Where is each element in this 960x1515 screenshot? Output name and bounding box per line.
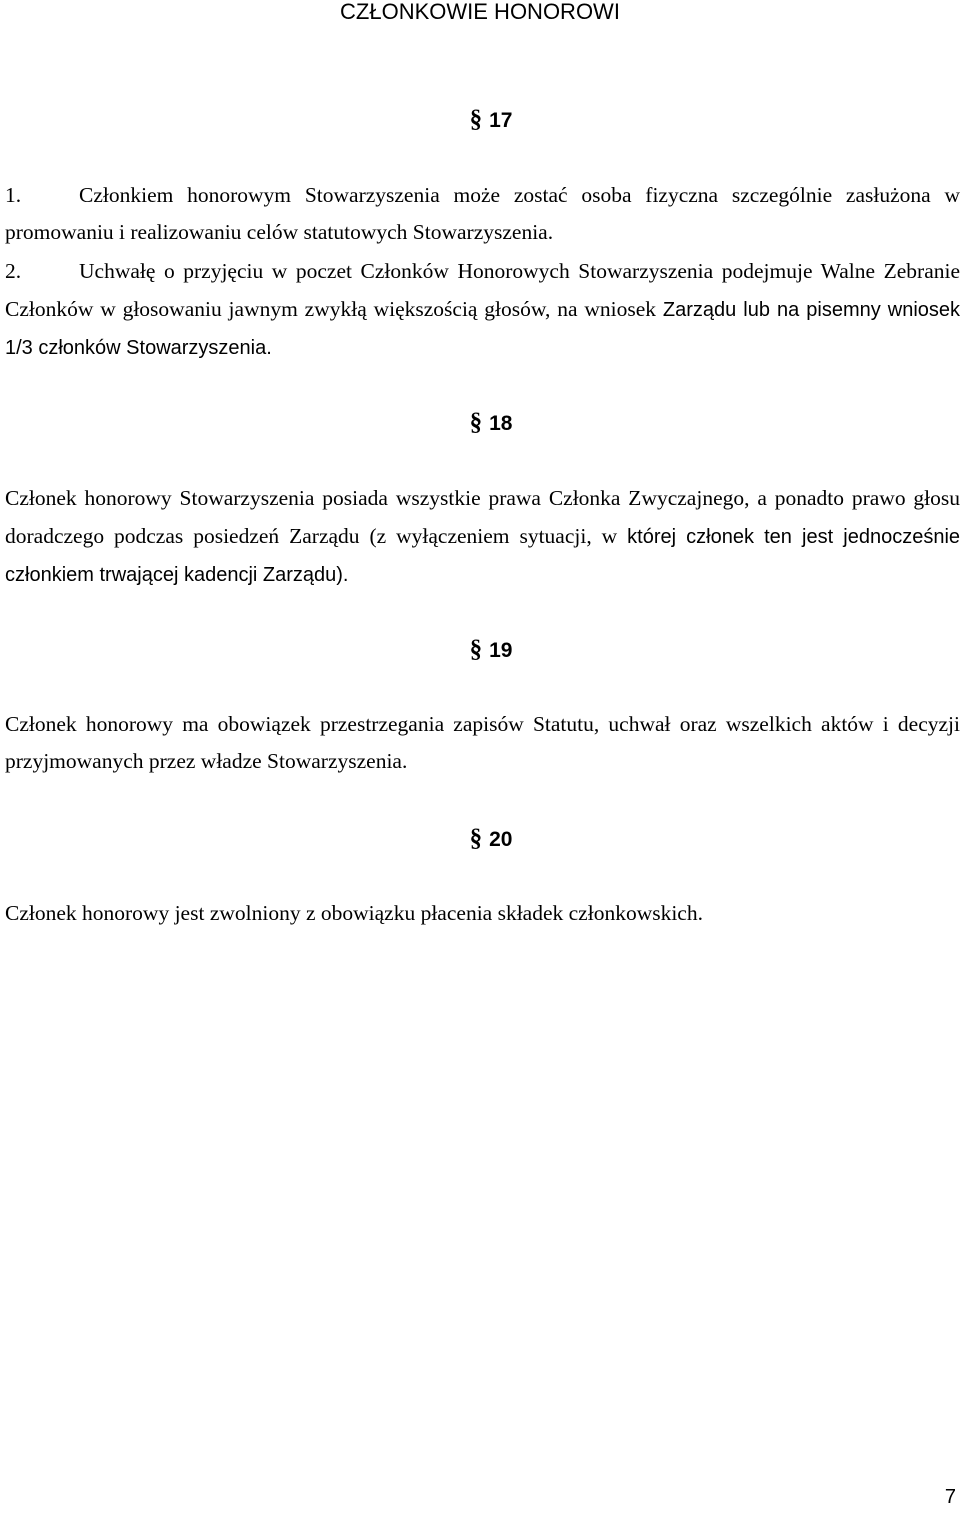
paragraph-text: Członek honorowy Stowarzyszenia posiada wszystkie prawa Członka Zwyczajnego, a ponadto prawo głosu doradczego podczas posiedzeń Zarządu (z wyłączeniem sytuacji, w [5,486,960,548]
section-number: 20 [489,828,513,851]
section-heading-20 [0,825,960,854]
chapter-title: CZŁONKOWIE HONOROWI [340,0,620,24]
paragraph-label: 1. [5,183,22,207]
section-sign: § [469,409,483,436]
paragraph-18 [5,480,960,595]
page-number: 7 [944,1486,956,1508]
paragraph-text: Uchwałę o przyjęciu w poczet Członków Honorowych Stowarzyszenia podejmuje Walne Zebranie Członków w głosowaniu jawnym zwykłą większością głosów, na wniosek [5,259,960,321]
paragraph-text-sans: Zarządu lub na pisemny wniosek 1/3 członków Stowarzyszenia. [5,298,960,359]
section-heading-18 [0,409,960,438]
paragraph-20 [5,895,960,932]
section-sign: § [469,636,483,663]
section-heading-19 [0,636,960,665]
paragraph-17-1 [5,177,960,252]
paragraph-17-2 [5,253,960,368]
paragraph-text: Członek honorowy ma obowiązek przestrzegania zapisów Statutu, uchwał oraz wszelkich aktów i decyzji przyjmowanych przez władze Stowarzyszenia. [5,712,960,774]
section-number: 17 [489,109,513,132]
section-sign: § [469,106,483,133]
section-number: 19 [489,639,513,662]
paragraph-text-sans: której członek ten jest jednocześnie członkiem trwającej kadencji Zarządu). [5,525,960,586]
section-heading-17 [0,106,960,135]
paragraph-label: 2. [5,259,22,283]
paragraph-text: Członek honorowy jest zwolniony z obowiązku płacenia składek członkowskich. [5,901,703,925]
section-sign: § [469,825,483,852]
paragraph-19 [5,706,960,781]
section-number: 18 [489,412,513,435]
paragraph-text: Członkiem honorowym Stowarzyszenia może zostać osoba fizyczna szczególnie zasłużona w promowaniu i realizowaniu celów statutowych Stowarzyszenia. [5,183,960,245]
